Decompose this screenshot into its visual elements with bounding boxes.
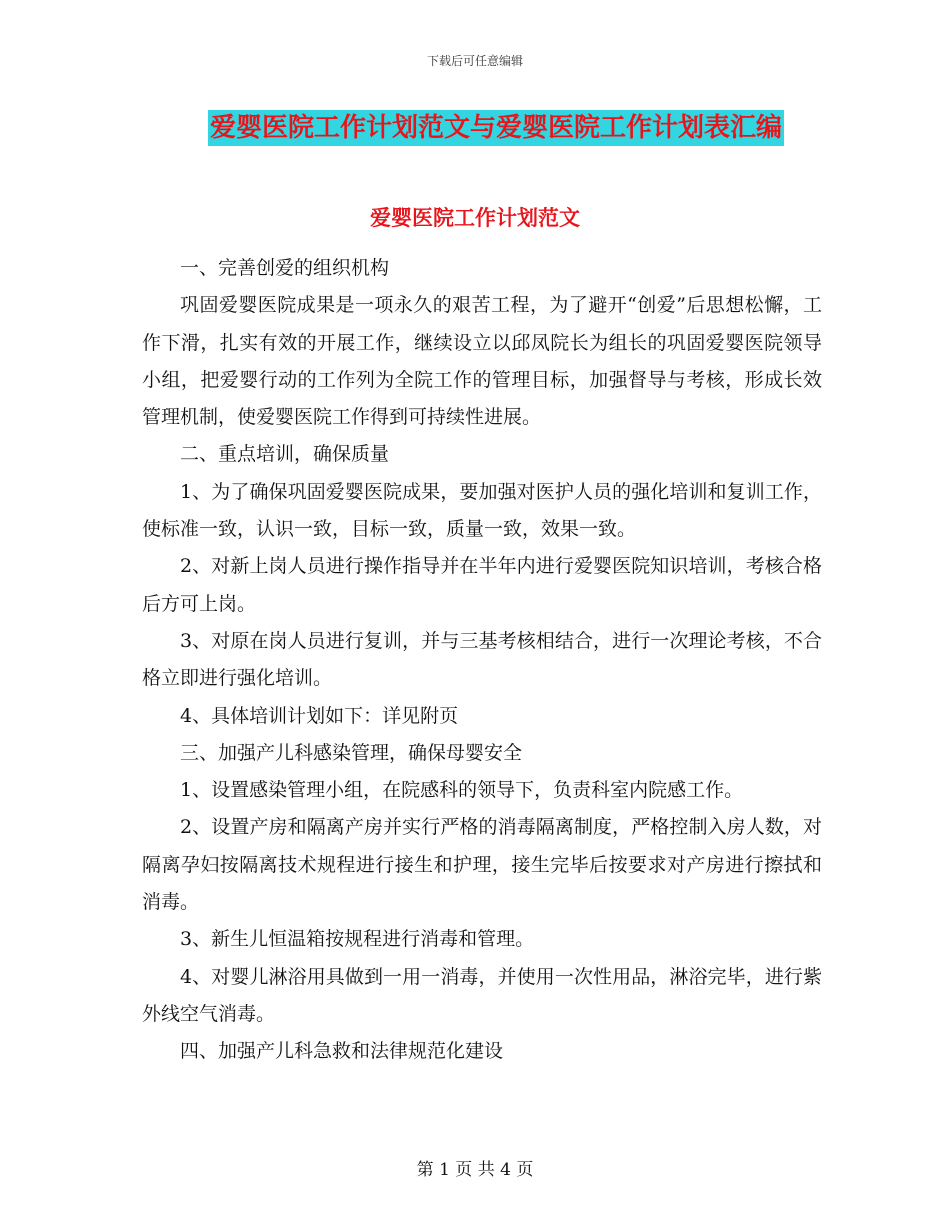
- paragraph: 1、为了确保巩固爱婴医院成果，要加强对医护人员的强化培训和复训工作，使标准一致，认识一致，目标一致，质量一致，效果一致。: [142, 480, 822, 541]
- paragraph: 3、对原在岗人员进行复训，并与三基考核相结合，进行一次理论考核，不合格立即进行强化培训。: [142, 629, 822, 690]
- paragraph: 1、设置感染管理小组，在院感科的领导下，负责科室内院感工作。: [180, 779, 744, 802]
- paragraph-heading-1: 一、完善创爱的组织机构: [180, 257, 390, 279]
- paragraph: 4、具体培训计划如下：详见附页: [180, 704, 459, 727]
- page-number: 第 1 页 共 4 页: [416, 1160, 534, 1180]
- paragraph: 3、新生儿恒温箱按规程进行消毒和管理。: [180, 928, 535, 951]
- paragraph-heading-4: 四、加强产儿科急救和法律规范化建设: [180, 1040, 504, 1063]
- document-title: 爱婴医院工作计划范文与爱婴医院工作计划表汇编: [208, 110, 784, 146]
- paragraph: 2、对新上岗人员进行操作指导并在半年内进行爱婴医院知识培训，考核合格后方可上岗。: [142, 555, 822, 615]
- paragraph-heading-2: 二、重点培训，确保质量: [180, 443, 390, 466]
- paragraph-heading-3: 三、加强产儿科感染管理，确保母婴安全: [180, 741, 523, 764]
- section-title: 爱婴医院工作计划范文: [370, 206, 580, 230]
- paragraph: 巩固爱婴医院成果是一项永久的艰苦工程，为了避开“创爱”后思想松懈，工作下滑，扎实有效的开展工作，继续设立以邱凤院长为组长的巩固爱婴医院领导小组，把爱婴行动的工作列为全院工作的管理目标，加强督导与考核，形成长效管理机制，使爱婴医院工作得到可持续性进展。: [142, 294, 822, 429]
- paragraph: 4、对婴儿淋浴用具做到一用一消毒，并使用一次性用品，淋浴完毕，进行紫外线空气消毒。: [142, 965, 822, 1025]
- document-body: [142, 250, 822, 1071]
- paragraph: 2、设置产房和隔离产房并实行严格的消毒隔离制度，严格控制入房人数，对隔离孕妇按隔离技术规程进行接生和护理，接生完毕后按要求对产房进行擦拭和消毒。: [142, 816, 822, 914]
- header-note: 下载后可任意编辑: [426, 54, 523, 68]
